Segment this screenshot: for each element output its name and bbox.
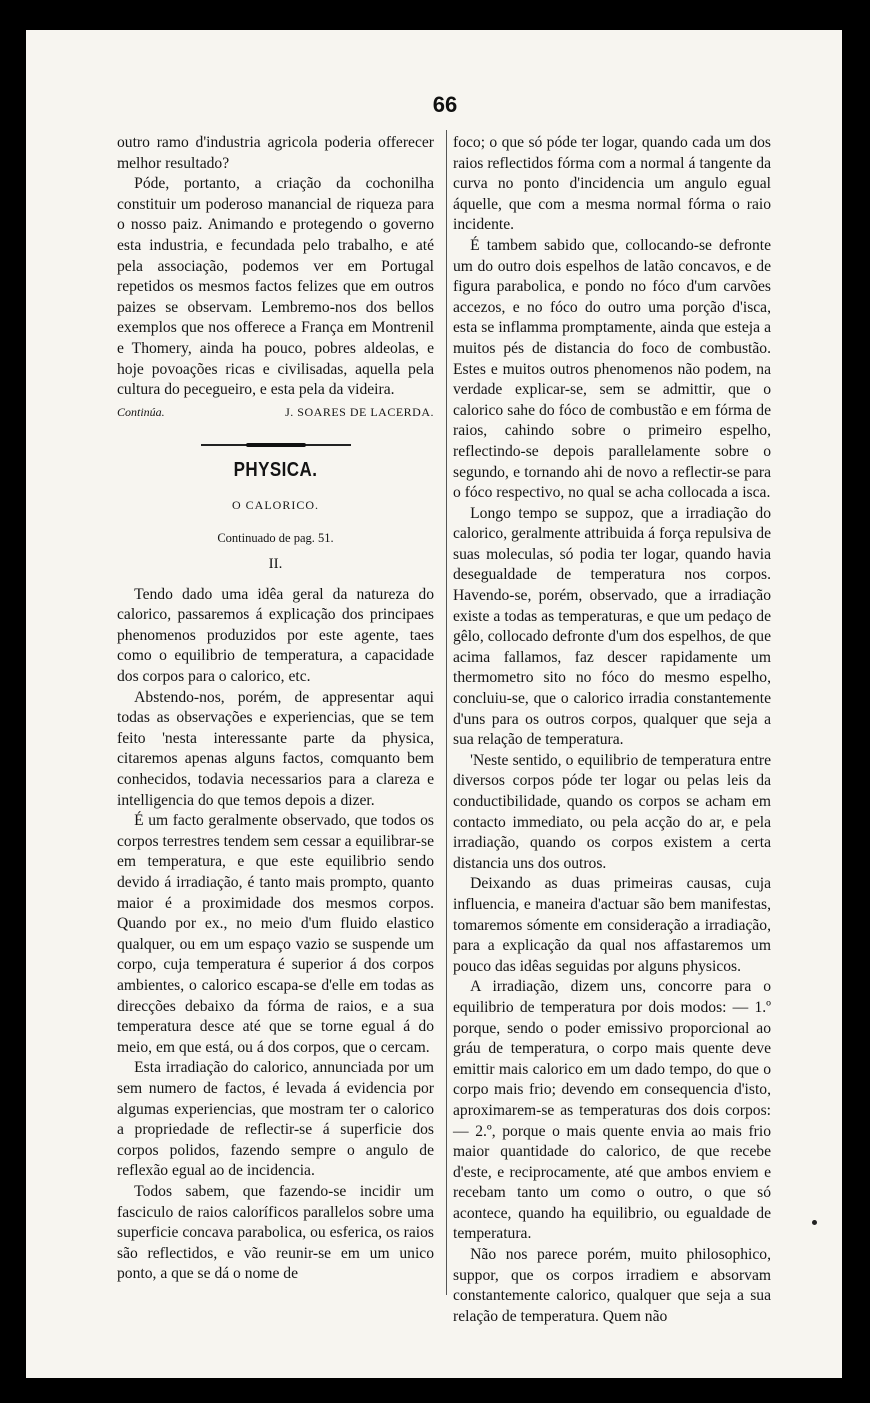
paragraph: Deixando as duas primeiras causas, cuja influencia, e maneira d'actuar são bem manifestas, tomaremos sómente em consideração a irradiação, para a explicação da qual nos affastaremos um pouco das idêas seguidas por alguns physicos. bbox=[453, 875, 771, 975]
paragraph: Longo tempo se suppoz, que a irradiação do calorico, geralmente attribuida á força repulsiva de suas moleculas, só podia ter logar, quando havia desegualdade de temperatura nos corpos. Havendo-se, porém, observado, que a irradiação existe a todas as temperaturas, e que um pedaço de gêlo, collocado defronte d'um dos espelhos, de que acima fallamos, faz descer rapidamente um thermometro sito no fóco do mesmo espelho, concluiu-se, que o calorico irradia constantemente d'uns para os outros corpos, qualquer que seja a sua relação de temperatura. bbox=[453, 504, 771, 749]
article-signature bbox=[117, 402, 434, 423]
paragraph: 'Neste sentido, o equilibrio de temperatura entre diversos corpos póde ter logar ou pelas leis da conductibilidade, quando os corpos se acham em contacto immediato, ou pela acção do ar, e pela irradiação, quando os corpos existem a certa distancia uns dos outros. bbox=[453, 751, 771, 872]
author-name: J. SOARES DE LACERDA. bbox=[285, 404, 434, 419]
column-divider bbox=[446, 130, 447, 1295]
section-title: PHYSICA. bbox=[233, 459, 318, 482]
paragraph: Esta irradiação do calorico, annunciada por um sem numero de factos, é levada á evidencia por algumas experiencias, que mostram ter o calorico a propriedade de reflectir-se á superficie dos corpos polidos, fazendo sempre o angulo de reflexão egual ao de incidencia. bbox=[117, 1059, 434, 1180]
paragraph: outro ramo d'industria agricola poderia offerecer melhor resultado? bbox=[117, 134, 434, 172]
part-number: II. bbox=[268, 556, 283, 573]
paragraph: Todos sabem, que fazendo-se incidir um fasciculo de raios caloríficos parallelos sobre uma superficie concava parabolica, ou esferica, os raios são reflectidos, e vão reunir-se em um unico ponto, a que se dá o nome de bbox=[117, 1182, 434, 1283]
paragraph: foco; o que só póde ter logar, quando cada um dos raios reflectidos fórma com a normal á tangente da curva no ponto d'incidencia um angulo egual áquelle, que com a mesma normal fórma o raio incidente. bbox=[453, 134, 771, 234]
paragraph: Não nos parece porém, muito philosophico, suppor, que os corpos irradiem e absorvam constantemente calorico, qualquer que seja a sua relação de temperatura. Quem não bbox=[453, 1246, 771, 1325]
paragraph: Tendo dado uma idêa geral da natureza do calorico, passaremos á explicação dos principaes phenomenos produzidos por este agente, taes como o equilibrio de temperatura, a capacidade dos corpos para o calorico, etc. bbox=[117, 585, 434, 686]
left-column bbox=[117, 133, 434, 1285]
paragraph: É um facto geralmente observado, que todos os corpos terrestres tendem sem cessar a equilibrar-se em temperatura, e que este equilibrio sendo devido á irradiação, é tanto mais prompto, quanto maior é a proximidade dos mesmos corpos. Quando por ex., no meio d'um fluido elastico qualquer, ou em um espaço vazio se suspende um corpo, cuja temperatura é superior á dos corpos ambientes, o calorico escapa-se d'elle em todas as direcções debaixo da fórma de raios, e a sua temperatura desce até que se torne egual á do meio, em que está, ou á dos corpos, que o cercam. bbox=[117, 812, 434, 1056]
paragraph: Póde, portanto, a criação da cochonilha constituir um poderoso manancial de riqueza para o nosso paiz. Animando e protegendo o governo esta industria, e fecundada pelo trabalho, e até pela associação, podemos ver em Portugal repetidos os mesmos factos felizes que em outros paizes se observam. Lembremo-nos dos bellos exemplos que nos offerece a França em Montrenil e Thomery, ainda ha pouco, pobres aldeolas, e hoje povoações ricas e civilisadas, aquella pela cultura do pecegueiro, e esta pela da videira. bbox=[117, 175, 434, 399]
ink-speck bbox=[812, 1220, 817, 1225]
right-column bbox=[453, 133, 771, 1327]
paragraph: Abstendo-nos, porém, de appresentar aqui todas as observações e experiencias, que se tem feito 'nesta interessante parte da physica, citaremos apenas alguns factos, comquanto bem conhecidos, todavia necessarios para a clareza e intelligencia do que temos depois a dizer. bbox=[117, 688, 434, 809]
continues-label: Continúa. bbox=[117, 404, 165, 419]
page-number: 66 bbox=[432, 92, 458, 117]
continued-note: Continuado de pag. 51. bbox=[217, 530, 334, 545]
article-subtitle: O CALORICO. bbox=[231, 497, 319, 512]
paragraph: A irradiação, dizem uns, concorre para o equilibrio de temperatura por dois modos: — 1.º porque, sendo o poder emissivo proporcional ao gráu de temperatura, o corpo mais quente deve emittir mais calorico em um dado tempo, do que o corpo mais frio; devendo em consequencia d'isto, aproximarem-se as temperaturas dos dois corpos: — 2.º, porque o mais quente envia ao mais frio maior quantidade do calorico, de que recebe d'este, e reciprocamente, até que ambos enviem e recebam tanto um como o outro, o que só acontece, quando ha equilibrio, ou egualdade de temperatura. bbox=[453, 978, 771, 1243]
paragraph: É tambem sabido que, collocando-se defronte um do outro dois espelhos de latão concavos, e de figura parabolica, e pondo no fóco d'um carvões accezos, e no fóco do outro uma porção d'isca, esta se inflamma promptamente, ainda que esteja a muitos pés de distancia do foco de combustão. Estes e muitos outros phenomenos não podem, na verdade explicar-se, sem se admittir, que o calorico sahe do fóco de combustão e em fórma de raios, cahindo sobre o primeiro espelho, reflectindo-se depois parallelamente sobre o segundo, e tornando ahi de novo a reflectir-se para o fóco respectivo, no qual se acha collocada a isca. bbox=[453, 236, 771, 502]
section-rule bbox=[201, 444, 351, 446]
